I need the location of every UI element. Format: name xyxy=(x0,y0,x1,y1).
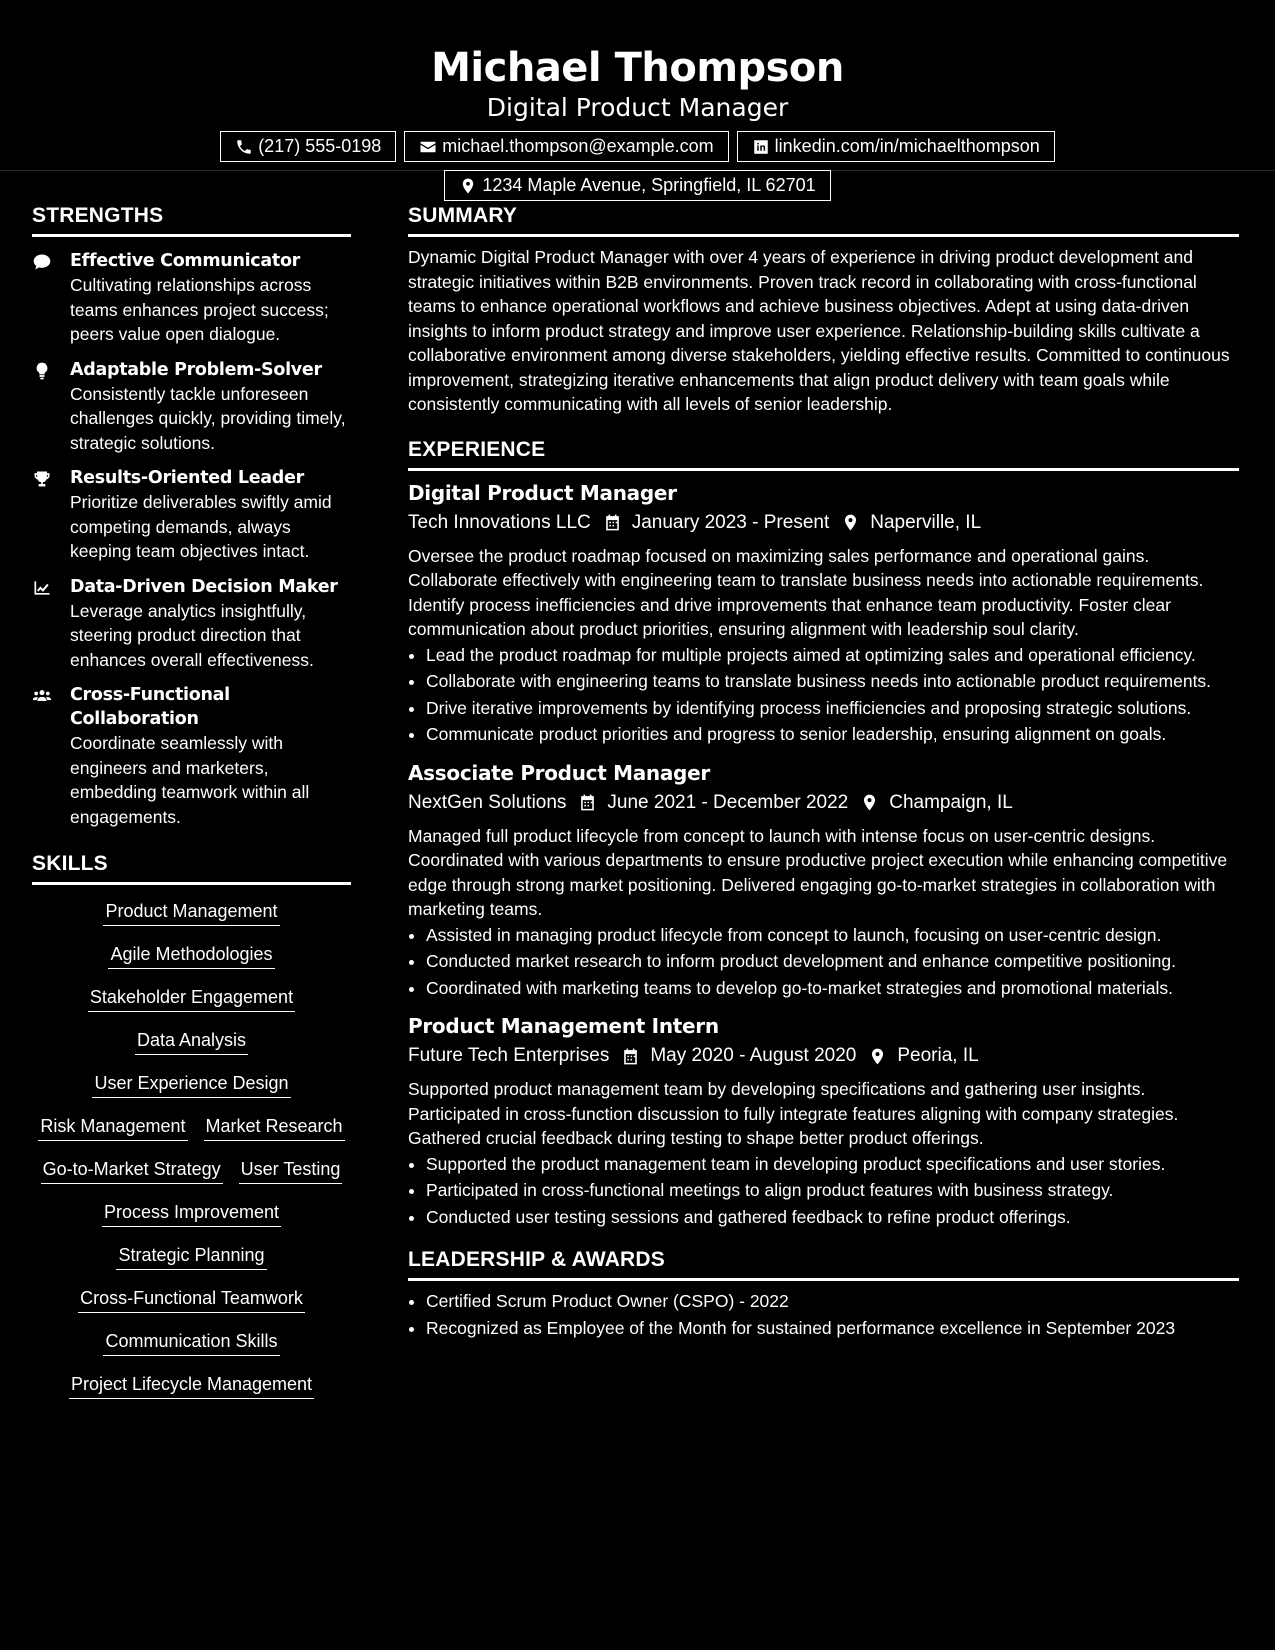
job-location: Champaign, IL xyxy=(889,791,1013,813)
job-entry xyxy=(408,759,1239,1001)
strength-name: Effective Communicator xyxy=(70,251,301,271)
skills-list xyxy=(32,899,351,1399)
linkedin-icon xyxy=(752,138,770,156)
skills-heading: SKILLS xyxy=(32,851,351,885)
skill-tag: Strategic Planning xyxy=(116,1243,266,1270)
job-bullets xyxy=(408,1152,1239,1230)
resume-body xyxy=(0,171,1275,1399)
linkedin-chip[interactable] xyxy=(737,131,1055,162)
skill-tag: Stakeholder Engagement xyxy=(88,985,295,1012)
skill-tag: Process Improvement xyxy=(102,1200,281,1227)
speech-bubble-icon xyxy=(32,252,52,272)
resume-header xyxy=(0,0,1275,195)
job-company: Tech Innovations LLC xyxy=(408,511,591,533)
chart-line-icon xyxy=(32,578,52,598)
job-dates: June 2021 - December 2022 xyxy=(607,791,849,813)
strengths-list xyxy=(32,249,351,829)
job-bullet: • Supported the product management team in developing product specifications and user stories. xyxy=(426,1152,1239,1177)
job-location: Naperville, IL xyxy=(870,511,982,533)
calendar-icon xyxy=(603,513,622,532)
email-text: michael.thompson@example.com xyxy=(442,136,714,156)
job-location: Peoria, IL xyxy=(897,1045,979,1066)
candidate-name: Michael Thompson xyxy=(431,45,844,91)
job-description: Supported product management team by developing specifications and gathering user insights. Participated in cross-function discussion to fully integrate features aligning with company strategies. Gathered crucial feedback during testing to shape better product offerings. xyxy=(408,1079,1179,1148)
skill-tag: Market Research xyxy=(204,1114,345,1141)
job-bullet: • Communicate product priorities and progress to senior leadership, ensuring alignment on goals. xyxy=(426,722,1239,747)
calendar-icon xyxy=(578,793,597,812)
skill-tag: Cross-Functional Teamwork xyxy=(78,1286,305,1313)
skill-tag: Project Lifecycle Management xyxy=(69,1372,314,1399)
strength-desc: Coordinate seamlessly with engineers and marketers, embedding teamwork within all engagements. xyxy=(70,733,310,827)
strength-item xyxy=(32,575,351,673)
map-pin-icon xyxy=(868,1047,887,1066)
job-meta xyxy=(408,788,1239,818)
job-entry xyxy=(408,479,1239,747)
skill-tag: Product Management xyxy=(103,899,279,926)
map-pin-icon xyxy=(860,793,879,812)
strength-desc: Leverage analytics insightfully, steering product direction that enhances overall effectiveness. xyxy=(70,600,314,670)
address-chip xyxy=(444,170,830,201)
strengths-heading: STRENGTHS xyxy=(32,203,351,237)
strength-desc: Prioritize deliverables swiftly amid competing demands, always keeping team objectives intact. xyxy=(70,492,332,561)
skill-tag: User Testing xyxy=(239,1157,343,1184)
job-bullet: • Assisted in managing product lifecycle from concept to launch, focusing on user-centric design. xyxy=(426,923,1239,948)
lightbulb-icon xyxy=(32,361,52,381)
job-bullet: • Drive iterative improvements by identifying process inefficiencies and proposing strategic solutions. xyxy=(426,696,1239,721)
strength-name: Adaptable Problem-Solver xyxy=(70,359,322,380)
job-entry xyxy=(408,1012,1239,1229)
job-bullet: • Conducted user testing sessions and gathered feedback to refine product offerings. xyxy=(426,1205,1239,1230)
job-description: Managed full product lifecycle from concept to launch with intense focus on user-centric designs. Coordinated with various departments to ensure productive project execution while enhancing competitive edge through strong market positioning. Delivered engaging go-to-market strategies in collaboration with marketing teams. xyxy=(408,825,1228,919)
job-meta xyxy=(408,1041,1239,1071)
right-column xyxy=(408,203,1239,1399)
map-pin-icon xyxy=(841,513,860,532)
award-item: • Certified Scrum Product Owner (CSPO) - 2022 xyxy=(426,1289,1239,1314)
strength-item xyxy=(32,466,351,564)
phone-chip[interactable] xyxy=(220,131,396,162)
envelope-icon xyxy=(419,138,437,156)
award-item: • Recognized as Employee of the Month for sustained performance excellence in September 2023 xyxy=(426,1316,1239,1341)
job-title: Product Management Intern xyxy=(408,1014,719,1038)
summary-text: Dynamic Digital Product Manager with over 4 years of experience in driving product development and strategic initiatives within B2B environments. Proven track record in collaborating with cross-functional teams to enhance operational workflows and achieve business objectives. Adept at using data-driven insights to inform product strategy and improve user experience. Relationship-building skills cultivate a collaborative environment among diverse stakeholders, yielding effective results. Committed to continuous improvement, strategizing iterative enhancements that align product delivery with team goals while consistently communicating with all levels of senior leadership. xyxy=(408,247,1230,414)
experience-heading: EXPERIENCE xyxy=(408,437,1239,471)
awards-list xyxy=(408,1289,1239,1340)
skill-tag: Go-to-Market Strategy xyxy=(41,1157,223,1184)
strength-item xyxy=(32,358,351,456)
phone-text: (217) 555-0198 xyxy=(258,136,382,156)
skill-tag: User Experience Design xyxy=(92,1071,290,1098)
awards-heading: LEADERSHIP & AWARDS xyxy=(408,1247,1239,1281)
left-column xyxy=(32,203,351,1399)
job-bullet: • Participated in cross-functional meetings to align product features with business strategy. xyxy=(426,1178,1239,1203)
job-bullet: • Coordinated with marketing teams to develop go-to-market strategies and promotional materials. xyxy=(426,976,1239,1001)
job-company: Future Tech Enterprises xyxy=(408,1045,610,1066)
trophy-icon xyxy=(32,469,52,489)
job-meta xyxy=(408,508,1239,538)
strength-name: Data-Driven Decision Maker xyxy=(70,576,338,597)
job-title: Digital Product Manager xyxy=(408,480,677,505)
skill-tag: Agile Methodologies xyxy=(108,942,274,969)
job-description: Oversee the product roadmap focused on maximizing sales performance and operational gains. Collaborate effectively with engineering team to translate business needs into actionable requirements. Identify process inefficiencies and drive improvements that enhance team productivity. Foster clear communication about product priorities, ensuring alignment with leadership soul clarity. xyxy=(408,545,1204,639)
job-bullets xyxy=(408,923,1239,1001)
job-bullets xyxy=(408,643,1239,747)
job-bullet: • Collaborate with engineering teams to translate business needs into actionable product requirements. xyxy=(426,669,1239,694)
users-icon xyxy=(32,686,52,706)
summary-heading: SUMMARY xyxy=(408,203,1239,237)
map-pin-icon xyxy=(459,177,477,195)
phone-icon xyxy=(235,138,253,156)
skill-tag: Communication Skills xyxy=(103,1329,279,1356)
linkedin-text: linkedin.com/in/michaelthompson xyxy=(774,136,1040,156)
strength-item xyxy=(32,683,351,829)
email-chip[interactable] xyxy=(404,131,728,162)
skill-tag: Risk Management xyxy=(38,1114,187,1141)
job-bullet: • Lead the product roadmap for multiple projects aimed at optimizing sales and operational efficiency. xyxy=(426,643,1239,668)
calendar-icon xyxy=(621,1047,640,1066)
job-dates: January 2023 - Present xyxy=(631,511,830,533)
strength-desc: Consistently tackle unforeseen challenges quickly, providing timely, strategic solutions. xyxy=(70,383,346,453)
job-dates: May 2020 - August 2020 xyxy=(650,1045,857,1066)
address-text: 1234 Maple Avenue, Springfield, IL 62701 xyxy=(482,175,816,195)
job-bullet: • Conducted market research to inform product development and enhance competitive positioning. xyxy=(426,949,1239,974)
candidate-title: Digital Product Manager xyxy=(486,93,789,122)
strength-name: Cross-Functional Collaboration xyxy=(70,685,230,729)
job-title: Associate Product Manager xyxy=(408,760,710,785)
strength-name: Results-Oriented Leader xyxy=(70,468,304,488)
strength-item xyxy=(32,249,351,347)
job-company: NextGen Solutions xyxy=(408,791,567,813)
strength-desc: Cultivating relationships across teams enhances project success; peers value open dialogue. xyxy=(70,275,329,344)
skill-tag: Data Analysis xyxy=(135,1028,248,1055)
